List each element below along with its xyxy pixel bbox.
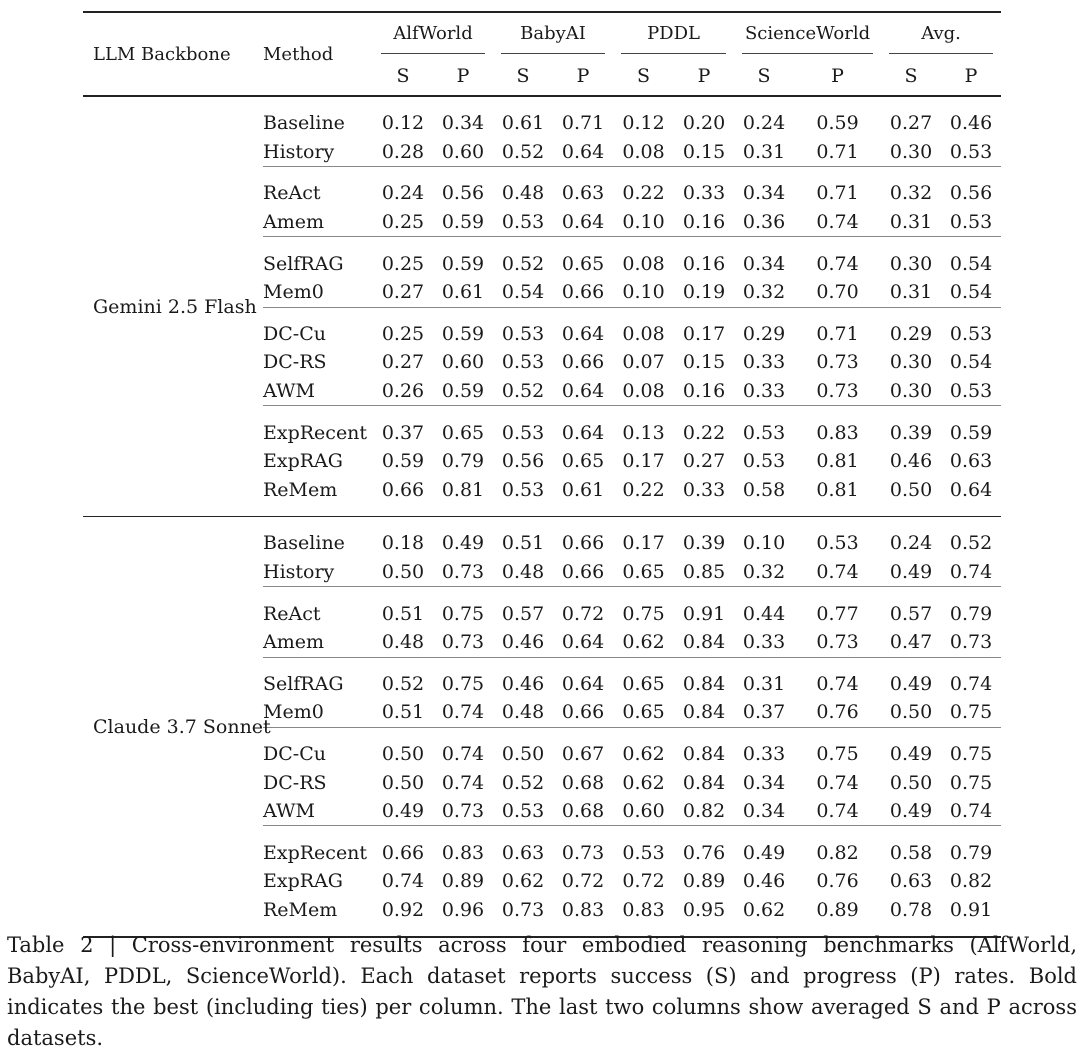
value-p: 0.15: [682, 140, 726, 163]
value-s: 0.53: [501, 421, 545, 444]
value-s: 0.24: [742, 112, 786, 135]
value-p: 0.65: [561, 252, 605, 275]
value-p: 0.89: [816, 898, 859, 921]
value-s: 0.62: [742, 898, 786, 921]
value-s: 0.10: [622, 281, 665, 304]
value-s: 0.08: [622, 252, 665, 275]
value-s: 0.27: [381, 281, 425, 304]
value-p: 0.49: [441, 532, 485, 555]
value-p: 0.67: [561, 742, 605, 765]
value-p: 0.74: [949, 561, 993, 584]
value-p: 0.84: [682, 672, 726, 695]
header-group-scienceworld: ScienceWorld: [734, 12, 881, 57]
value-p: 0.64: [949, 478, 993, 501]
value-s: 0.52: [501, 252, 545, 275]
value-p: 0.39: [682, 532, 726, 555]
value-p: 0.71: [816, 322, 859, 345]
value-p: 0.15: [682, 351, 726, 374]
value-p: 0.54: [949, 351, 993, 374]
value-s: 0.31: [742, 672, 786, 695]
method-name: ReAct: [263, 182, 321, 205]
value-p: 0.33: [682, 478, 726, 501]
value-s: 0.37: [381, 421, 425, 444]
method-name: Mem0: [263, 281, 324, 304]
value-p: 0.20: [682, 112, 726, 135]
value-p: 0.66: [561, 561, 605, 584]
method-name: ReMem: [263, 478, 338, 501]
value-s: 0.28: [381, 140, 425, 163]
method-name: SelfRAG: [263, 252, 344, 275]
value-s: 0.66: [381, 841, 425, 864]
value-p: 0.74: [816, 211, 859, 234]
value-p: 0.65: [441, 421, 485, 444]
value-s: 0.18: [381, 532, 425, 555]
value-s: 0.48: [381, 631, 425, 654]
header-p: P: [697, 65, 711, 87]
value-p: 0.52: [949, 532, 993, 555]
value-s: 0.46: [501, 672, 545, 695]
value-p: 0.84: [682, 771, 726, 794]
table-caption: Table 2 | Cross-environment results across four embodied reasoning benchmarks (AlfWorld, BabyAI, PDDL, ScienceWorld). Each dataset reports success (S) and progress (P) rates. Bold indicates the best (including ties) per column. The last two columns show averaged S and P across datasets.: [7, 933, 1077, 1050]
value-p: 0.73: [561, 841, 605, 864]
value-p: 0.19: [682, 281, 726, 304]
value-s: 0.72: [622, 870, 665, 893]
value-p: 0.64: [561, 421, 605, 444]
value-p: 0.72: [561, 870, 605, 893]
value-p: 0.95: [682, 898, 726, 921]
value-p: 0.63: [561, 182, 605, 205]
value-s: 0.50: [381, 561, 425, 584]
value-s: 0.62: [622, 771, 665, 794]
value-s: 0.31: [889, 211, 933, 234]
value-p: 0.68: [561, 800, 605, 823]
value-s: 0.32: [742, 561, 786, 584]
value-p: 0.53: [816, 532, 859, 555]
value-s: 0.63: [889, 870, 933, 893]
method-name: ExpRAG: [263, 870, 343, 893]
value-p: 0.75: [949, 701, 993, 724]
value-s: 0.25: [381, 252, 425, 275]
value-p: 0.96: [441, 898, 485, 921]
value-s: 0.59: [381, 450, 425, 473]
value-s: 0.29: [742, 322, 786, 345]
value-p: 0.56: [949, 182, 993, 205]
header-p: P: [456, 65, 470, 87]
value-s: 0.22: [622, 182, 665, 205]
value-s: 0.48: [501, 701, 545, 724]
value-p: 0.60: [441, 351, 485, 374]
value-p: 0.16: [682, 211, 726, 234]
value-p: 0.70: [816, 281, 859, 304]
value-p: 0.76: [682, 841, 726, 864]
value-p: 0.64: [561, 631, 605, 654]
method-name: AWM: [263, 380, 315, 403]
value-s: 0.49: [889, 561, 933, 584]
value-p: 0.17: [682, 322, 726, 345]
value-p: 0.82: [949, 870, 993, 893]
header-method: Method: [263, 12, 373, 96]
value-s: 0.32: [889, 182, 933, 205]
value-p: 0.53: [949, 211, 993, 234]
value-s: 0.57: [889, 602, 933, 625]
value-s: 0.58: [742, 478, 786, 501]
value-p: 0.74: [816, 672, 859, 695]
value-s: 0.48: [501, 182, 545, 205]
section-spacer: [83, 96, 1001, 109]
results-table: [83, 11, 1001, 938]
value-s: 0.49: [889, 742, 933, 765]
value-p: 0.85: [682, 561, 726, 584]
value-s: 0.17: [622, 532, 665, 555]
value-p: 0.33: [682, 182, 726, 205]
value-p: 0.60: [441, 140, 485, 163]
value-p: 0.61: [441, 281, 485, 304]
llm-backbone-label: Gemini 2.5 Flash: [93, 295, 257, 318]
value-s: 0.53: [501, 211, 545, 234]
value-s: 0.24: [889, 532, 933, 555]
value-s: 0.62: [622, 742, 665, 765]
value-p: 0.74: [441, 742, 485, 765]
value-s: 0.24: [381, 182, 425, 205]
value-p: 0.73: [441, 800, 485, 823]
value-s: 0.50: [381, 771, 425, 794]
value-s: 0.29: [889, 322, 933, 345]
method-name: History: [263, 561, 335, 584]
value-p: 0.46: [949, 112, 993, 135]
value-p: 0.79: [441, 450, 485, 473]
value-s: 0.33: [742, 742, 786, 765]
value-s: 0.50: [889, 478, 933, 501]
value-s: 0.61: [501, 112, 545, 135]
llm-backbone-label: Claude 3.7 Sonnet: [93, 715, 271, 738]
value-s: 0.62: [501, 870, 545, 893]
value-p: 0.56: [441, 182, 485, 205]
value-p: 0.74: [816, 771, 859, 794]
header-s: S: [516, 65, 530, 87]
value-s: 0.60: [622, 800, 665, 823]
value-s: 0.44: [742, 602, 786, 625]
value-s: 0.27: [889, 112, 933, 135]
value-s: 0.50: [381, 742, 425, 765]
value-s: 0.33: [742, 351, 786, 374]
value-s: 0.51: [381, 602, 425, 625]
value-p: 0.16: [682, 380, 726, 403]
value-s: 0.53: [501, 351, 545, 374]
value-s: 0.53: [501, 800, 545, 823]
value-s: 0.08: [622, 380, 665, 403]
value-s: 0.65: [622, 672, 665, 695]
header-s: S: [757, 65, 771, 87]
value-s: 0.36: [742, 211, 786, 234]
value-p: 0.71: [816, 182, 859, 205]
value-p: 0.53: [949, 380, 993, 403]
header-p: P: [831, 65, 844, 87]
method-name: ExpRAG: [263, 450, 343, 473]
value-p: 0.73: [816, 380, 859, 403]
value-p: 0.54: [949, 252, 993, 275]
value-s: 0.22: [622, 478, 665, 501]
value-p: 0.66: [561, 351, 605, 374]
value-p: 0.74: [949, 672, 993, 695]
value-s: 0.58: [889, 841, 933, 864]
value-p: 0.65: [561, 450, 605, 473]
method-name: DC-RS: [263, 771, 327, 794]
method-name: ReAct: [263, 602, 321, 625]
value-p: 0.16: [682, 252, 726, 275]
value-s: 0.49: [889, 800, 933, 823]
value-p: 0.63: [949, 450, 993, 473]
value-p: 0.66: [561, 532, 605, 555]
method-name: Amem: [263, 631, 324, 654]
value-p: 0.91: [682, 602, 726, 625]
value-s: 0.50: [501, 742, 545, 765]
value-p: 0.81: [441, 478, 485, 501]
table-body: [83, 96, 1001, 937]
value-p: 0.75: [441, 602, 485, 625]
value-s: 0.34: [742, 182, 786, 205]
value-p: 0.75: [949, 742, 993, 765]
value-s: 0.26: [381, 380, 425, 403]
value-p: 0.84: [682, 631, 726, 654]
value-s: 0.65: [622, 561, 665, 584]
method-name: DC-Cu: [263, 742, 326, 765]
method-name: Amem: [263, 211, 324, 234]
value-p: 0.64: [561, 211, 605, 234]
header-s: S: [396, 65, 410, 87]
method-name: DC-Cu: [263, 322, 326, 345]
value-p: 0.74: [441, 771, 485, 794]
value-p: 0.59: [949, 421, 993, 444]
value-p: 0.59: [441, 211, 485, 234]
method-name: History: [263, 140, 335, 163]
value-p: 0.61: [561, 478, 605, 501]
value-s: 0.31: [889, 281, 933, 304]
header-group-babyai: BabyAI: [493, 12, 613, 57]
value-p: 0.66: [561, 281, 605, 304]
value-p: 0.64: [561, 380, 605, 403]
value-s: 0.47: [889, 631, 933, 654]
value-s: 0.75: [622, 602, 665, 625]
value-s: 0.37: [742, 701, 786, 724]
value-p: 0.73: [441, 561, 485, 584]
value-s: 0.34: [742, 252, 786, 275]
value-s: 0.34: [742, 771, 786, 794]
value-p: 0.59: [441, 322, 485, 345]
value-p: 0.68: [561, 771, 605, 794]
value-p: 0.73: [816, 351, 859, 374]
header-llm-backbone: LLM Backbone: [83, 12, 263, 96]
value-s: 0.31: [742, 140, 786, 163]
value-s: 0.12: [381, 112, 425, 135]
section-spacer: [83, 517, 1001, 530]
value-p: 0.64: [561, 672, 605, 695]
value-s: 0.51: [381, 701, 425, 724]
value-s: 0.49: [742, 841, 786, 864]
header-group-avg: Avg.: [881, 12, 1001, 57]
value-p: 0.53: [949, 140, 993, 163]
method-name: Mem0: [263, 701, 324, 724]
value-s: 0.46: [889, 450, 933, 473]
value-s: 0.52: [381, 672, 425, 695]
value-p: 0.75: [816, 742, 859, 765]
method-name: SelfRAG: [263, 672, 344, 695]
value-p: 0.64: [561, 140, 605, 163]
value-p: 0.89: [441, 870, 485, 893]
value-s: 0.73: [501, 898, 545, 921]
value-s: 0.30: [889, 351, 933, 374]
value-p: 0.59: [816, 112, 859, 135]
value-s: 0.17: [622, 450, 665, 473]
value-p: 0.72: [561, 602, 605, 625]
header-group-alfworld: AlfWorld: [373, 12, 493, 57]
value-s: 0.52: [501, 140, 545, 163]
value-s: 0.27: [381, 351, 425, 374]
value-s: 0.50: [889, 701, 933, 724]
method-name: Baseline: [263, 532, 345, 555]
value-s: 0.53: [501, 322, 545, 345]
value-p: 0.74: [441, 701, 485, 724]
value-s: 0.62: [622, 631, 665, 654]
value-s: 0.92: [381, 898, 425, 921]
value-p: 0.82: [816, 841, 859, 864]
header-p: P: [964, 65, 978, 87]
value-s: 0.34: [742, 800, 786, 823]
value-s: 0.49: [381, 800, 425, 823]
value-s: 0.25: [381, 322, 425, 345]
value-p: 0.74: [949, 800, 993, 823]
value-p: 0.76: [816, 870, 859, 893]
value-p: 0.64: [561, 322, 605, 345]
value-p: 0.83: [561, 898, 605, 921]
value-s: 0.33: [742, 380, 786, 403]
value-s: 0.08: [622, 322, 665, 345]
value-p: 0.81: [816, 478, 859, 501]
value-s: 0.25: [381, 211, 425, 234]
value-s: 0.63: [501, 841, 545, 864]
value-s: 0.65: [622, 701, 665, 724]
value-p: 0.34: [441, 112, 485, 135]
value-p: 0.77: [816, 602, 859, 625]
value-s: 0.49: [889, 672, 933, 695]
value-p: 0.22: [682, 421, 726, 444]
value-p: 0.66: [561, 701, 605, 724]
method-name: ReMem: [263, 898, 338, 921]
value-s: 0.78: [889, 898, 933, 921]
value-s: 0.46: [501, 631, 545, 654]
value-p: 0.27: [682, 450, 726, 473]
value-p: 0.84: [682, 701, 726, 724]
value-s: 0.74: [381, 870, 425, 893]
value-p: 0.54: [949, 281, 993, 304]
value-s: 0.30: [889, 252, 933, 275]
value-s: 0.48: [501, 561, 545, 584]
value-p: 0.79: [949, 602, 993, 625]
value-s: 0.08: [622, 140, 665, 163]
value-s: 0.50: [889, 771, 933, 794]
value-s: 0.10: [742, 532, 786, 555]
value-s: 0.56: [501, 450, 545, 473]
value-p: 0.73: [441, 631, 485, 654]
header-row-groups: [83, 12, 1001, 57]
header-p: P: [576, 65, 590, 87]
value-s: 0.53: [501, 478, 545, 501]
header-s: S: [904, 65, 918, 87]
value-s: 0.39: [889, 421, 933, 444]
value-s: 0.57: [501, 602, 545, 625]
value-s: 0.53: [742, 450, 786, 473]
value-s: 0.46: [742, 870, 786, 893]
value-s: 0.30: [889, 380, 933, 403]
value-s: 0.52: [501, 771, 545, 794]
value-p: 0.79: [949, 841, 993, 864]
value-s: 0.83: [622, 898, 665, 921]
value-s: 0.51: [501, 532, 545, 555]
value-s: 0.53: [742, 421, 786, 444]
value-p: 0.84: [682, 742, 726, 765]
value-p: 0.75: [949, 771, 993, 794]
value-p: 0.74: [816, 561, 859, 584]
value-s: 0.66: [381, 478, 425, 501]
value-s: 0.07: [622, 351, 665, 374]
value-s: 0.54: [501, 281, 545, 304]
method-name: AWM: [263, 800, 315, 823]
value-p: 0.71: [561, 112, 605, 135]
value-s: 0.10: [622, 211, 665, 234]
value-p: 0.74: [816, 800, 859, 823]
value-p: 0.76: [816, 701, 859, 724]
value-p: 0.81: [816, 450, 859, 473]
header-s: S: [637, 65, 651, 87]
value-s: 0.13: [622, 421, 665, 444]
value-p: 0.82: [682, 800, 726, 823]
method-name: DC-RS: [263, 351, 327, 374]
value-s: 0.33: [742, 631, 786, 654]
value-s: 0.53: [622, 841, 665, 864]
value-s: 0.30: [889, 140, 933, 163]
value-p: 0.83: [816, 421, 859, 444]
value-p: 0.83: [441, 841, 485, 864]
value-s: 0.32: [742, 281, 786, 304]
method-name: Baseline: [263, 112, 345, 135]
value-p: 0.75: [441, 672, 485, 695]
value-p: 0.71: [816, 140, 859, 163]
header-group-pddl: PDDL: [613, 12, 734, 57]
value-p: 0.73: [949, 631, 993, 654]
method-name: ExpRecent: [263, 841, 368, 864]
value-p: 0.74: [816, 252, 859, 275]
value-p: 0.73: [816, 631, 859, 654]
value-s: 0.52: [501, 380, 545, 403]
value-p: 0.89: [682, 870, 726, 893]
value-s: 0.12: [622, 112, 665, 135]
method-name: ExpRecent: [263, 421, 368, 444]
value-p: 0.59: [441, 380, 485, 403]
value-p: 0.53: [949, 322, 993, 345]
value-p: 0.91: [949, 898, 993, 921]
value-p: 0.59: [441, 252, 485, 275]
